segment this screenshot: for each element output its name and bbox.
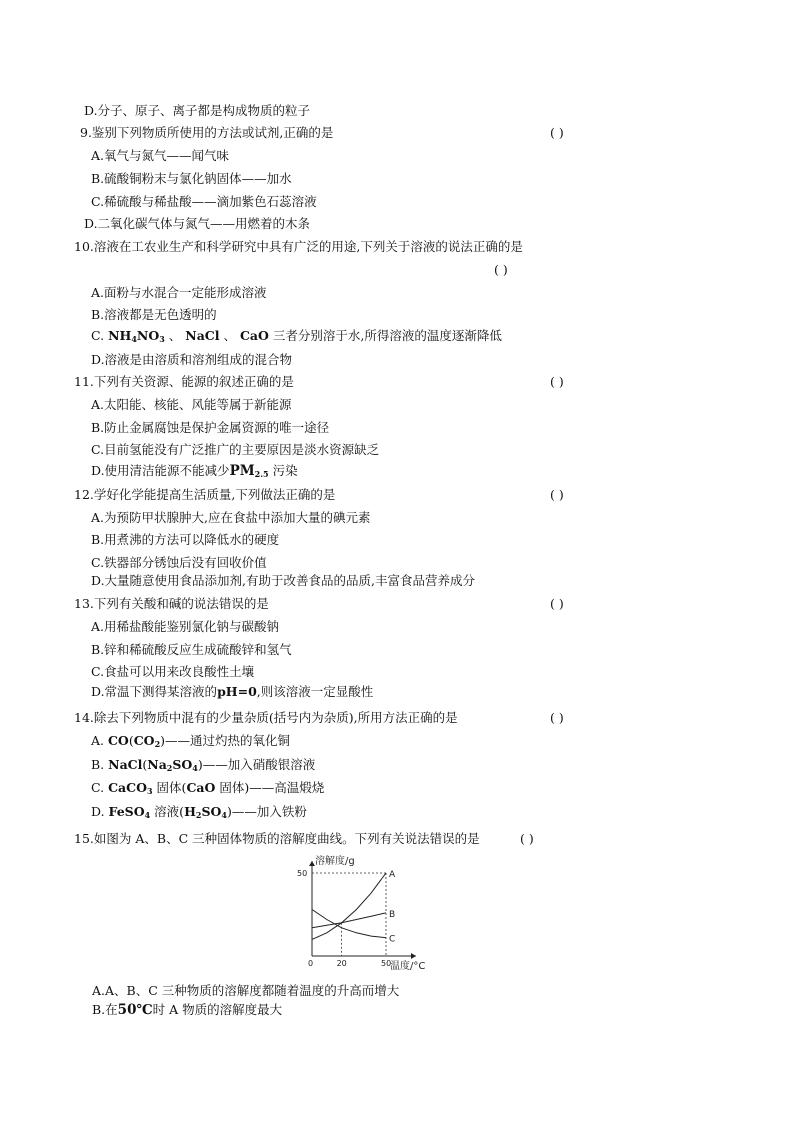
y-axis-title: 溶解度/g [315,856,355,867]
q15-option-b: B.在50℃时 A 物质的溶解度最大 [92,1002,283,1018]
answer-blank-10[interactable]: ( ) [494,262,508,277]
chart-labels [297,854,425,972]
q12-option-c: C.铁器部分锈蚀后没有回收价值 [91,555,267,570]
q14-option-a: A. $CO(CO_2)——$通过灼热的氧化铜 [91,733,291,749]
q12-option-d: D.大量随意使用食品添加剂,有助于改善食品的品质,丰富食品营养成分 [91,573,475,588]
x-axis-title: 温度/°C [390,961,426,972]
formula-cao: CaO [239,328,269,343]
solubility-curve-chart [294,852,444,977]
question-15-stem: 15.如图为 A、B、C 三种固体物质的溶解度曲线。下列有关说法错误的是 [74,831,480,846]
curve-a [312,873,386,939]
question-9-stem: 9.鉴别下列物质所使用的方法或试剂,正确的是 [80,125,334,140]
question-13-stem: 13.下列有关酸和碱的说法错误的是 [74,596,269,611]
q14-option-d: D. FeSO$_4$ 溶液$(H_2SO_4)——$加入铁粉 [91,804,307,820]
q12-option-b: B.用煮沸的方法可以降低水的硬度 [91,532,280,547]
option-d-prev: D.分子、原子、离子都是构成物质的粒子 [84,103,311,118]
q10-option-b: B.溶液都是无色透明的 [91,307,217,322]
q10-option-c: C. $NH_4NO_3$ 、 NaCl 、 CaO 三者分别溶于水,所得溶液的温度逐渐降低 [91,328,502,344]
q15-option-a: A.A、B、C 三种物质的溶解度都随着温度的升高而增大 [92,983,400,998]
q9-option-b: B.硫酸铜粉末与氯化钠固体——加水 [91,171,292,186]
q13-option-d: D.常温下测得某溶液的pH=0,则该溶液一定显酸性 [91,684,374,699]
curve-label-b: B [389,909,396,920]
curve-label-c: C [389,934,396,945]
formula-nh4no3: $NH_4NO_3$ [108,328,165,344]
q9-option-d: D.二氧化碳气体与氮气——用燃着的木条 [84,216,311,231]
q10-option-d: D.溶液是由溶质和溶剂组成的混合物 [91,352,293,367]
q14-option-c: C. CaCO$_3$ 固体(CaO 固体)——高温煅烧 [91,780,325,796]
q9-option-a: A.氧气与氮气——闻气味 [91,148,230,163]
answer-blank-15[interactable]: ( ) [520,831,534,846]
curve-label-a: A [389,870,396,880]
answer-blank-13[interactable]: ( ) [550,596,564,611]
question-12-stem: 12.学好化学能提高生活质量,下列做法正确的是 [74,487,336,502]
chart-axes [309,861,416,959]
x-tick-label: 50 [381,959,392,968]
q13-option-b: B.锌和稀硫酸反应生成硫酸锌和氢气 [91,642,292,657]
answer-blank-9[interactable]: ( ) [550,125,564,140]
x-tick-label: 0 [308,959,314,968]
answer-blank-14[interactable]: ( ) [550,710,564,725]
answer-blank-12[interactable]: ( ) [550,487,564,502]
curve-b [312,913,386,928]
q11-option-a: A.太阳能、核能、风能等属于新能源 [91,397,292,412]
curve-c [312,910,386,938]
chart-series [312,873,386,939]
y-tick-label: 50 [297,869,308,878]
q11-option-b: B.防止金属腐蚀是保护金属资源的唯一途径 [91,420,330,435]
question-11-stem: 11.下列有关资源、能源的叙述正确的是 [74,374,294,389]
q10-option-a: A.面粉与水混合一定能形成溶液 [91,285,267,300]
formula-pm25: $PM_{2.5}$ [229,463,269,479]
formula-ph: pH=0 [217,684,257,699]
q9-option-c: C.稀硫酸与稀盐酸——滴加紫色石蕊溶液 [91,194,317,209]
formula-nacl: NaCl [185,328,220,343]
answer-blank-11[interactable]: ( ) [550,374,564,389]
q13-option-c: C.食盐可以用来改良酸性土壤 [91,664,255,679]
q13-option-a: A.用稀盐酸能鉴别氯化钠与碳酸钠 [91,619,280,634]
x-tick-label: 20 [336,959,347,968]
q12-option-a: A.为预防甲状腺肿大,应在食盐中添加大量的碘元素 [91,510,371,525]
question-10-stem: 10.溶液在工农业生产和科学研究中具有广泛的用途,下列关于溶液的说法正确的是 [74,239,523,254]
x-axis-arrow [411,953,416,959]
q11-option-d: D.使用清洁能源不能减少$PM_{2.5}$ 污染 [91,463,298,479]
question-14-stem: 14.除去下列物质中混有的少量杂质(括号内为杂质),所用方法正确的是 [74,710,458,725]
q14-option-b: B. $NaCl(Na_2SO_4)——$加入硝酸银溶液 [91,757,316,773]
q11-option-c: C.目前氢能没有广泛推广的主要原因是淡水资源缺乏 [91,442,380,457]
